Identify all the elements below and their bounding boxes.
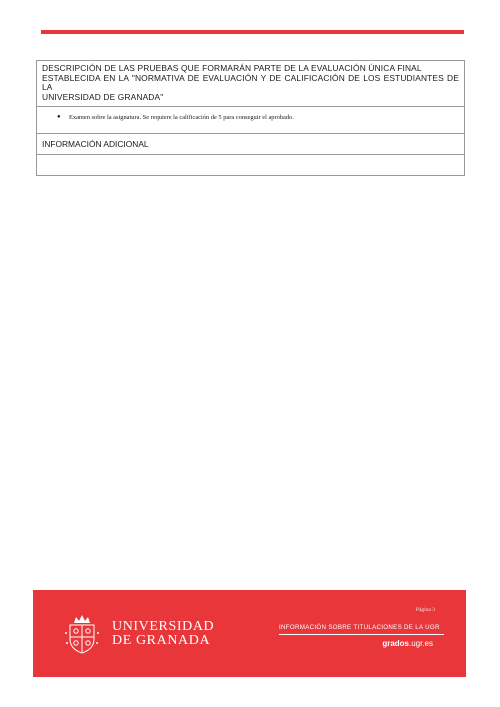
evaluation-list xyxy=(37,107,464,134)
site-domain: .ugr.es xyxy=(408,639,433,648)
footer-banner xyxy=(33,590,466,677)
top-accent-bar xyxy=(41,30,464,34)
website-link[interactable] xyxy=(382,639,433,648)
additional-info-heading: INFORMACIÓN ADICIONAL xyxy=(37,134,464,155)
university-logo-text xyxy=(112,620,214,648)
heading-line-2: ESTABLECIDA EN LA "NORMATIVA DE EVALUACIÓN Y DE CALIFICACIÓN DE LOS ESTUDIANTES DE LA xyxy=(42,72,459,93)
university-crest-icon xyxy=(64,613,100,655)
site-name-bold: grados xyxy=(382,639,409,648)
page-number: Página 3 xyxy=(415,607,435,613)
evaluation-heading xyxy=(37,61,464,107)
list-item-text: Examen sobre la asignatura. Se requiere la calificación de 5 para conseguir el aprobado. xyxy=(69,114,294,122)
bullet-icon: ● xyxy=(57,114,61,121)
logo-line-1: UNIVERSIDAD xyxy=(112,619,215,634)
additional-info-content xyxy=(37,155,464,175)
list-item xyxy=(57,114,464,121)
heading-line-3: UNIVERSIDAD DE GRANADA" xyxy=(42,91,164,102)
titulaciones-info-link[interactable]: INFORMACIÓN SOBRE TITULACIONES DE LA UGR xyxy=(279,624,444,635)
logo-line-2: DE GRANADA xyxy=(112,633,211,648)
heading-line-1: DESCRIPCIÓN DE LAS PRUEBAS QUE FORMARÁN PARTE DE LA EVALUACIÓN ÚNICA FINAL xyxy=(42,63,422,73)
evaluation-table xyxy=(36,60,465,176)
